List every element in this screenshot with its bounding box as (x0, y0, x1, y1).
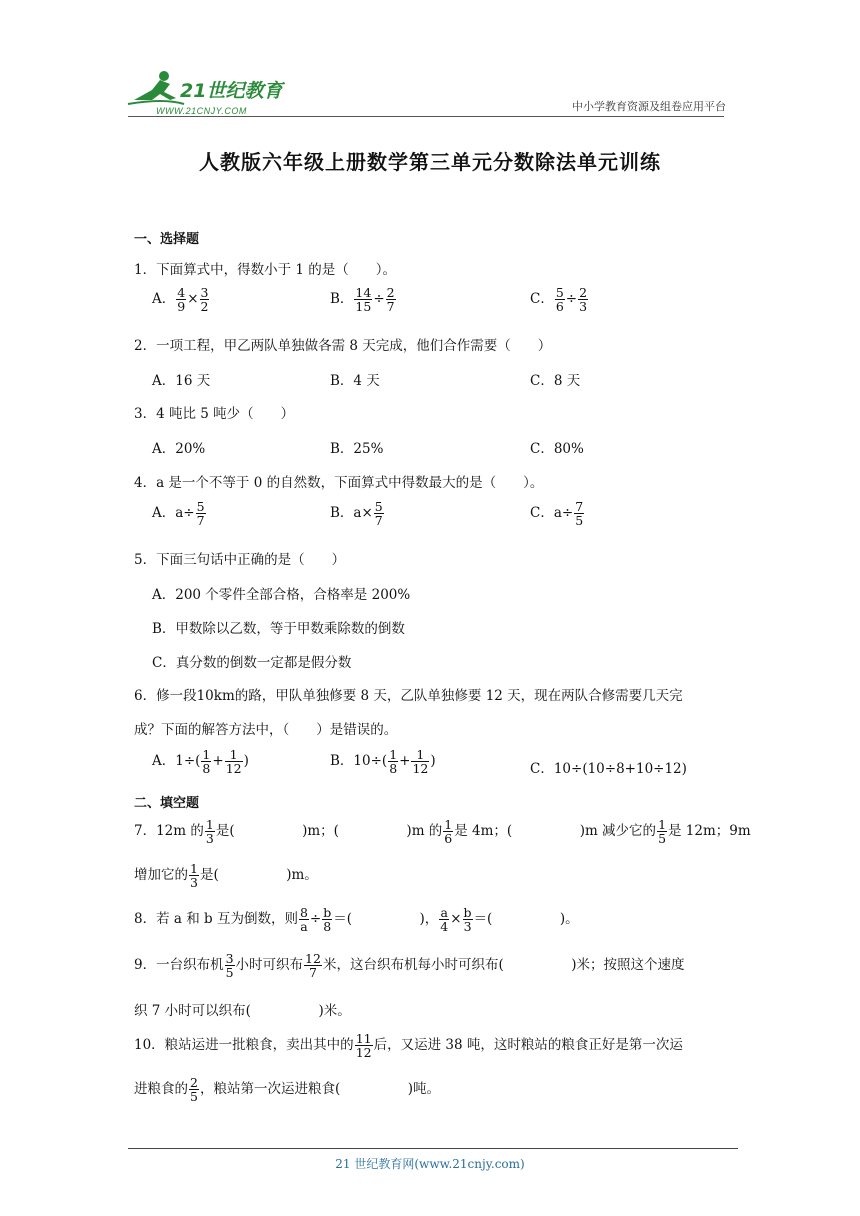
option-label: A．a÷ (152, 505, 195, 522)
fraction: $\frac{8}{a}$ (299, 905, 308, 935)
question-10-line2: 进粮食的 $\frac{2}{5}$ ，粮站第一次运进粮食( )吨。 (134, 1075, 440, 1105)
operator: ÷ (565, 291, 578, 308)
fraction: $\frac{1}{6}$ (444, 817, 453, 847)
fraction: $\frac{7}{5}$ (575, 499, 584, 529)
question-4-option-a[interactable] (152, 500, 207, 527)
fraction: $\frac{2}{7}$ (386, 285, 395, 315)
fraction: $\frac{b}{8}$ (323, 905, 332, 935)
question-2-option-a[interactable]: A．16 天 (152, 373, 211, 389)
fraction: $\frac{11}{12}$ (355, 1031, 372, 1061)
question-5-option-b[interactable]: B．甲数除以乙数，等于甲数乘除数的倒数 (152, 621, 405, 637)
question-3-option-c[interactable]: C．80% (530, 441, 584, 457)
question-2-option-b[interactable]: B．4 天 (330, 373, 380, 389)
option-label: A． (152, 291, 176, 308)
operator: + (212, 753, 224, 770)
fraction: $\frac{4}{9}$ (177, 285, 186, 315)
fraction: $\frac{1}{3}$ (205, 817, 214, 847)
fraction: $\frac{5}{6}$ (555, 285, 564, 315)
platform-slogan: 中小学教育资源及组卷应用平台 (572, 100, 726, 113)
question-1-stem: 1．下面算式中，得数小于 1 的是（ ）。 (134, 262, 397, 278)
question-3-option-a[interactable]: A．20% (152, 441, 206, 457)
fraction: $\frac{2}{3}$ (579, 285, 588, 315)
fraction: $\frac{3}{2}$ (200, 285, 209, 315)
question-10-line1: 10．粮站运进一批粮食，卖出其中的 $\frac{11}{12}$ 后，又运进 38 吨，这时粮站的粮食正好是第一次运 (134, 1031, 683, 1061)
footer-divider (128, 1148, 738, 1149)
question-2-stem: 2．一项工程，甲乙两队单独做各需 8 天完成，他们合作需要（ ） (134, 338, 552, 354)
question-4-stem: 4．a 是一个不等于 0 的自然数，下面算式中得数最大的是（ ）。 (134, 475, 544, 491)
fraction: $\frac{2}{5}$ (190, 1075, 198, 1105)
fraction: $\frac{3}{5}$ (225, 951, 234, 981)
question-5-option-a[interactable]: A．200 个零件全部合格，合格率是 200% (152, 587, 411, 603)
option-label: B．10÷( (330, 753, 388, 770)
question-1-option-c[interactable] (530, 286, 589, 313)
question-3-stem: 3．4 吨比 5 吨少（ ） (134, 406, 295, 422)
footer-link[interactable]: 21 世纪教育网(www.21cnjy.com) (335, 1157, 525, 1171)
operator: × (187, 291, 199, 308)
fraction: $\frac{1}{5}$ (658, 817, 667, 847)
fraction: $\frac{1}{8}$ (389, 747, 398, 777)
fraction: $\frac{14}{15}$ (355, 285, 372, 315)
question-9-line1: 9．一台织布机 $\frac{3}{5}$ 小时可织布 $\frac{12}{7}$ 米，这台织布机每小时可织布( )米；按照这个速度 (134, 951, 685, 981)
section-heading-choice: 一、选择题 (134, 232, 200, 247)
question-9-line2[interactable]: 织 7 小时可以织布( )米。 (134, 1003, 351, 1019)
question-8: 8．若 a 和 b 互为倒数，则 $\frac{8}{a}$ ÷ $\frac{b}{8}$ ＝( )， $\frac{a}{4}$ × $\frac{b}{3}$ ＝( )。 (134, 905, 579, 935)
question-1-option-b[interactable] (330, 286, 397, 313)
question-6-option-a[interactable] (152, 748, 249, 775)
question-6-stem-line2: 成？下面的解答方法中，（ ）是错误的。 (134, 722, 398, 738)
fraction: $\frac{1}{8}$ (202, 747, 211, 777)
option-label: C． (530, 291, 554, 308)
blank-text[interactable]: 是( )m；( )m 的 (215, 823, 443, 840)
header-divider (128, 116, 724, 117)
question-3-option-b[interactable]: B．25% (330, 441, 384, 457)
operator: + (399, 753, 411, 770)
fraction: $\frac{5}{7}$ (196, 499, 205, 529)
paren: ) (430, 753, 436, 770)
question-6-option-b[interactable] (330, 748, 436, 775)
question-2-option-c[interactable]: C．8 天 (530, 373, 581, 389)
fraction: $\frac{12}{7}$ (305, 951, 321, 981)
fraction: $\frac{b}{3}$ (463, 905, 472, 935)
question-4-option-c[interactable] (530, 500, 585, 527)
option-label: C．a÷ (530, 505, 574, 522)
question-5-stem: 5．下面三句话中正确的是（ ） (134, 552, 346, 568)
fraction: $\frac{a}{4}$ (440, 905, 449, 935)
paren: ) (243, 753, 249, 770)
fraction: $\frac{1}{12}$ (225, 747, 242, 777)
blank-text[interactable]: 米，这台织布机每小时可织布( )米；按照这个速度 (322, 957, 685, 974)
blank-text[interactable]: ，粮站第一次运进粮食( )吨。 (199, 1081, 440, 1098)
blank-text[interactable]: 是( )m。 (199, 867, 318, 884)
option-label: A．1÷( (152, 753, 201, 770)
option-label: B． (330, 291, 354, 308)
logo-text: 21世纪教育 (180, 80, 283, 102)
fraction: $\frac{5}{7}$ (374, 499, 383, 529)
question-4-option-b[interactable] (330, 500, 385, 527)
blank-text[interactable]: 是 4m；( )m 减少它的 (454, 823, 657, 840)
logo-url: WWW.21CNJY.COM (156, 106, 247, 116)
operator: ÷ (373, 291, 385, 308)
question-7-line1: 7．12m 的 $\frac{1}{3}$ 是( )m；( )m 的 $\frac{1}{6}$ 是 4m；( )m 减少它的 $\frac{1}{5}$ 是 12m；9m (134, 817, 751, 847)
page-title: 人教版六年级上册数学第三单元分数除法单元训练 (199, 150, 661, 174)
fraction: $\frac{1}{12}$ (412, 747, 429, 777)
question-1-option-a[interactable] (152, 286, 210, 313)
option-label: B．a× (330, 505, 373, 522)
question-5-option-c[interactable]: C．真分数的倒数一定都是假分数 (152, 655, 352, 671)
blank-text[interactable]: ＝( )， (333, 911, 439, 928)
question-6-stem-line1: 6．修一段10km的路，甲队单独修要 8 天，乙队单独修要 12 天，现在两队合修需要几天完 (134, 688, 683, 704)
question-6-option-c[interactable]: C．10÷(10÷8+10÷12) (530, 761, 687, 777)
question-7-line2: 增加它的 $\frac{1}{3}$ 是( )m。 (134, 861, 318, 891)
blank-text[interactable]: ＝( )。 (473, 911, 579, 928)
section-heading-fill: 二、填空题 (134, 796, 200, 811)
fraction: $\frac{1}{3}$ (190, 861, 198, 891)
